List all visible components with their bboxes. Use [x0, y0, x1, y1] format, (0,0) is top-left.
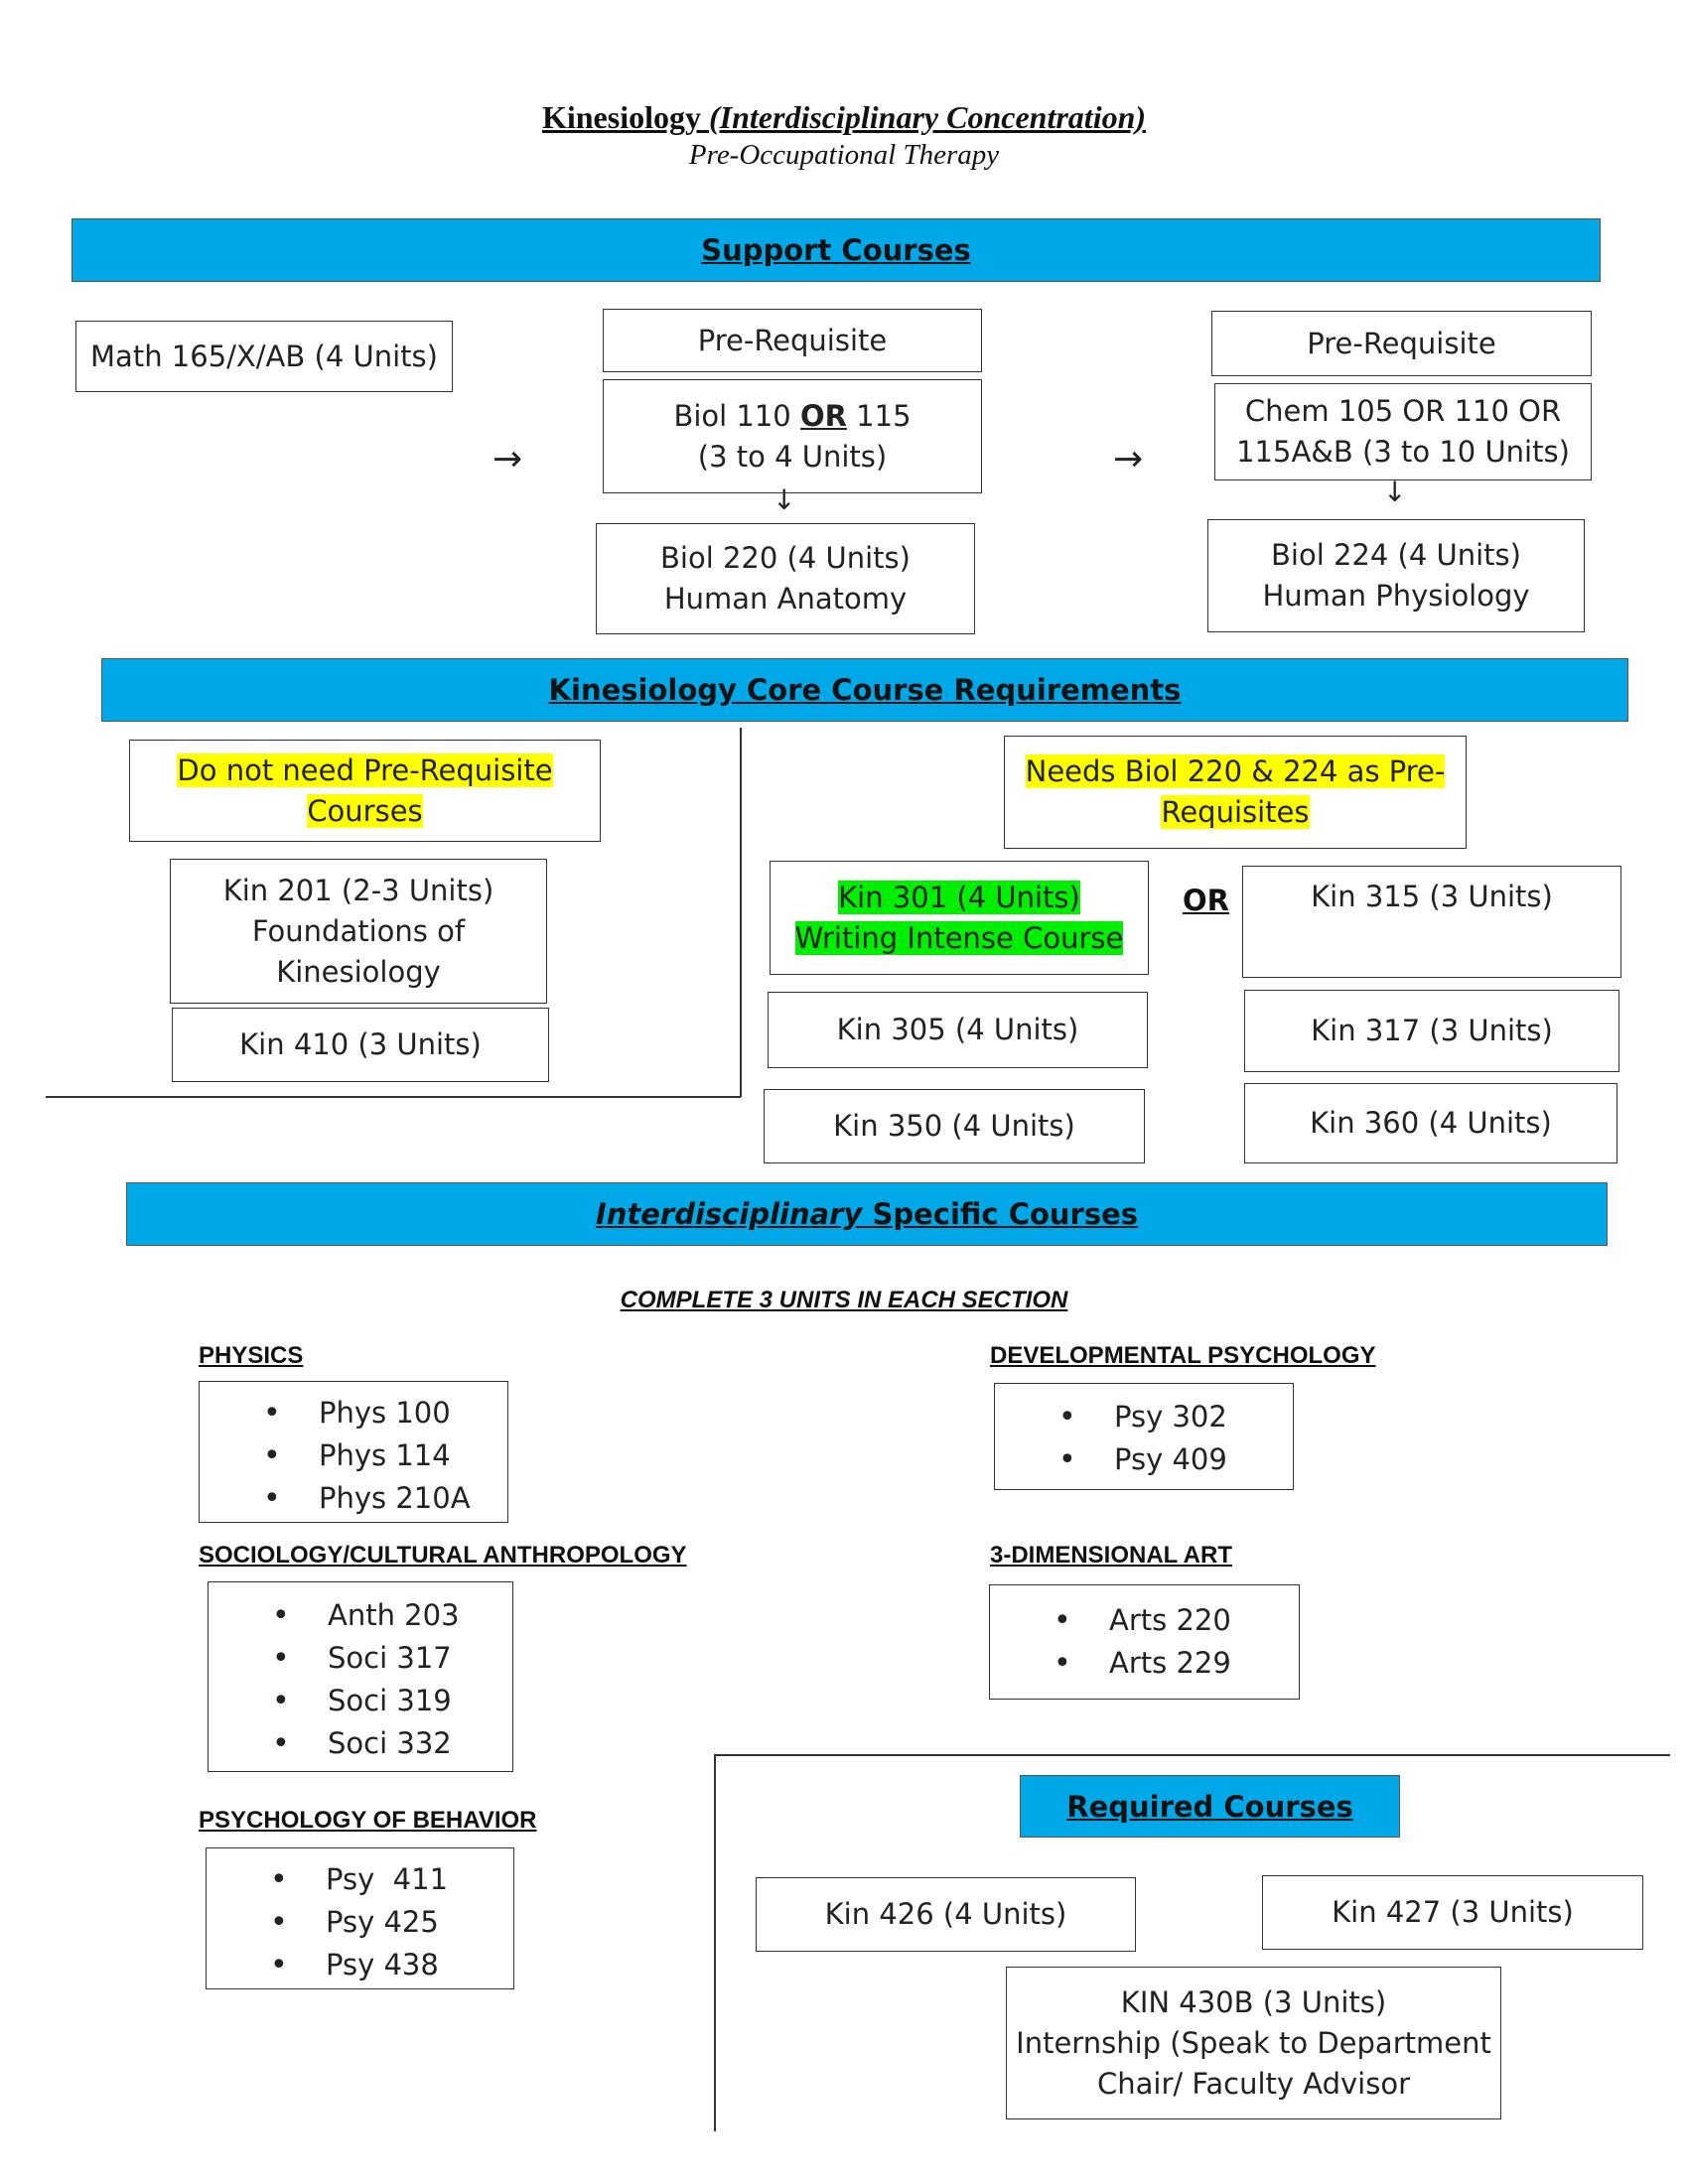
- list-item: • Psy 425: [207, 1901, 513, 1944]
- kin-350: Kin 350 (4 Units): [833, 1109, 1075, 1143]
- page-subtitle: Pre-Occupational Therapy: [688, 139, 1000, 171]
- chem-prereq-line2: 115A&B (3 to 10 Units): [1236, 435, 1570, 469]
- biol-220-line1: Biol 220 (4 Units): [660, 541, 911, 575]
- title-concentration: (Interdisciplinary Concentration): [708, 99, 1147, 135]
- kin-410-box: [172, 1008, 549, 1082]
- support-courses-banner: Support Courses: [71, 218, 1601, 282]
- no-prereq-line1: Do not need Pre-Requisite: [177, 752, 553, 787]
- art-list-box: [989, 1584, 1300, 1700]
- biol-110: Biol 110: [673, 398, 800, 433]
- list-item: • Soci 319: [209, 1680, 512, 1722]
- list-item: • Psy 438: [207, 1944, 513, 1986]
- list-item: • Phys 114: [200, 1434, 507, 1477]
- biol-prereq-box: [603, 379, 982, 493]
- kin-430b-line1: KIN 430B (3 Units): [1120, 1984, 1387, 2019]
- kin-430b-box: [1006, 1967, 1501, 2119]
- kin-301-line2: Writing Intense Course: [794, 920, 1124, 955]
- kin-201-line2: Foundations of: [251, 913, 466, 948]
- behavior-label: PSYCHOLOGY OF BEHAVIOR: [199, 1807, 537, 1834]
- down-arrow-icon: ↓: [773, 483, 796, 516]
- down-arrow-icon: ↓: [1383, 476, 1407, 508]
- sociology-list-box: [208, 1581, 513, 1772]
- kin-305: Kin 305 (4 Units): [836, 1013, 1079, 1046]
- kin-410: Kin 410 (3 Units): [239, 1027, 482, 1061]
- needs-prereq-line2: Requisites: [1161, 795, 1310, 829]
- list-item: • Psy 411: [207, 1858, 513, 1901]
- kin-315-box: [1242, 866, 1621, 978]
- biol-224-line2: Human Physiology: [1262, 579, 1530, 613]
- title-main: Kinesiology: [541, 99, 701, 135]
- chem-prereq-label-box: [1211, 311, 1592, 376]
- behavior-list-box: [206, 1847, 514, 1989]
- list-item: • Arts 229: [990, 1642, 1299, 1685]
- page-title: [0, 99, 1688, 136]
- or-label: OR: [1183, 884, 1229, 917]
- or-bold: OR: [799, 398, 847, 433]
- required-courses-banner: Required Courses: [1020, 1775, 1400, 1838]
- math-course-box: [75, 321, 453, 392]
- needs-prereq-line1: Needs Biol 220 & 224 as Pre-: [1025, 754, 1446, 788]
- right-arrow-icon: →: [1113, 439, 1144, 479]
- list-item: • Anth 203: [209, 1594, 512, 1637]
- no-prereq-line2: Courses: [307, 793, 423, 828]
- interdisciplinary-rest: Specific Courses: [862, 1197, 1139, 1231]
- kin-426: Kin 426 (4 Units): [824, 1897, 1067, 1931]
- kin-427: Kin 427 (3 Units): [1332, 1895, 1574, 1929]
- dev-psych-label: DEVELOPMENTAL PSYCHOLOGY: [990, 1342, 1376, 1369]
- kin-201-box: [170, 859, 547, 1004]
- core-requirements-banner: Kinesiology Core Course Requirements: [101, 658, 1628, 722]
- kin-426-box: [756, 1877, 1136, 1952]
- kin-360-box: [1244, 1083, 1618, 1163]
- kin-317: Kin 317 (3 Units): [1311, 1014, 1553, 1047]
- chem-prereq-box: [1214, 383, 1592, 480]
- kin-301-box: [770, 861, 1149, 975]
- kin-350-box: [764, 1089, 1145, 1163]
- math-course: Math 165/X/AB (4 Units): [90, 339, 438, 373]
- list-item: • Soci 332: [209, 1722, 512, 1765]
- interdisciplinary-banner: [126, 1182, 1608, 1246]
- kin-317-box: [1244, 990, 1619, 1072]
- kin-305-box: [768, 992, 1148, 1068]
- instruction-text: COMPLETE 3 UNITS IN EACH SECTION: [620, 1287, 1068, 1313]
- physics-label: PHYSICS: [199, 1342, 304, 1369]
- kin-430b-line2: Internship (Speak to Department: [1016, 2025, 1491, 2060]
- physics-list-box: [199, 1381, 508, 1523]
- interdisciplinary-italic: Interdisciplinary: [595, 1197, 863, 1231]
- divider-horizontal-left: [46, 1096, 741, 1098]
- biol-115: 115: [846, 398, 912, 433]
- sociology-label: SOCIOLOGY/CULTURAL ANTHROPOLOGY: [199, 1542, 687, 1569]
- list-item: • Phys 210A: [200, 1477, 507, 1520]
- needs-prereq-box: [1004, 736, 1467, 849]
- kin-360: Kin 360 (4 Units): [1310, 1106, 1552, 1140]
- art-label: 3-DIMENSIONAL ART: [990, 1542, 1233, 1569]
- biol-prereq-line1: [673, 396, 911, 437]
- biol-220-line2: Human Anatomy: [663, 582, 908, 615]
- right-arrow-icon: →: [492, 439, 523, 479]
- divider-vertical-required: [714, 1754, 716, 2131]
- kin-427-box: [1262, 1875, 1643, 1950]
- no-prereq-box: [129, 740, 601, 842]
- list-item: • Arts 220: [990, 1599, 1299, 1642]
- biol-224-box: [1207, 519, 1585, 632]
- kin-315: Kin 315 (3 Units): [1311, 880, 1553, 913]
- biol-prereq-line2: (3 to 4 Units): [697, 439, 888, 474]
- list-item: • Psy 409: [995, 1438, 1293, 1481]
- kin-201-line3: Kinesiology: [276, 954, 441, 989]
- divider-horizontal-required: [715, 1754, 1670, 1756]
- biol-224-line1: Biol 224 (4 Units): [1271, 538, 1521, 572]
- list-item: • Soci 317: [209, 1637, 512, 1680]
- dev-psych-list-box: [994, 1383, 1294, 1490]
- kin-430b-line3: Chair/ Faculty Advisor: [1096, 2066, 1411, 2101]
- biol-prereq-label: Pre-Requisite: [697, 323, 888, 357]
- chem-prereq-label: Pre-Requisite: [1307, 326, 1496, 360]
- kin-201-line1: Kin 201 (2-3 Units): [222, 873, 494, 907]
- biol-220-box: [596, 523, 975, 634]
- chem-prereq-line1: Chem 105 OR 110 OR: [1244, 394, 1562, 428]
- biol-prereq-label-box: [603, 309, 982, 372]
- list-item: • Psy 302: [995, 1396, 1293, 1438]
- list-item: • Phys 100: [200, 1392, 507, 1434]
- kin-301-line1: Kin 301 (4 Units): [838, 880, 1080, 914]
- divider-vertical-left: [740, 728, 742, 1097]
